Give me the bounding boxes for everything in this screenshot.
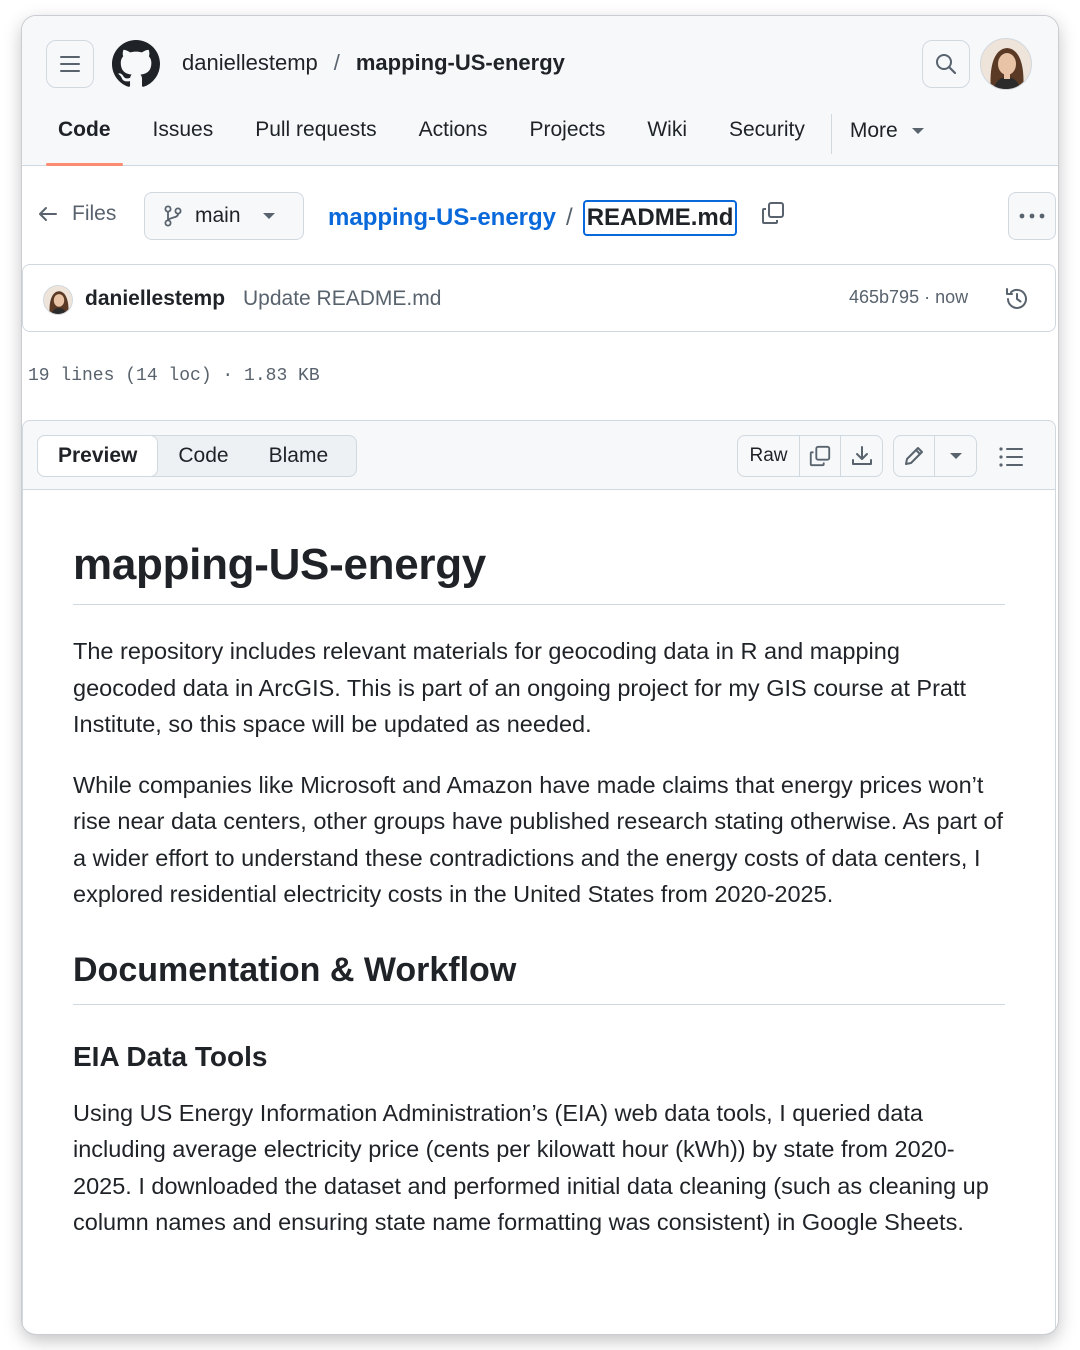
commit-message[interactable]: Update README.md <box>243 287 442 310</box>
readme-section-heading: Documentation & Workflow <box>73 951 1005 1005</box>
github-logo-icon[interactable] <box>112 40 160 88</box>
tab-projects[interactable]: Projects <box>529 118 606 141</box>
tab-security[interactable]: Security <box>729 118 805 141</box>
copy-icon <box>808 444 832 468</box>
view-switcher <box>37 435 357 477</box>
view-preview-button[interactable]: Preview <box>37 435 158 477</box>
download-icon <box>850 444 874 468</box>
kebab-horizontal-icon <box>1019 213 1045 219</box>
breadcrumb <box>182 50 565 76</box>
browser-window <box>22 16 1058 1334</box>
tab-more[interactable] <box>838 114 936 148</box>
tab-wiki[interactable]: Wiki <box>647 118 687 141</box>
user-avatar[interactable] <box>980 38 1032 90</box>
copy-raw-button[interactable] <box>800 436 841 476</box>
arrow-left-icon <box>38 206 58 222</box>
readme-content <box>22 490 1056 1334</box>
file-path <box>328 200 737 236</box>
readme-paragraph: The repository includes relevant materials for geocoding data in R and mapping geocoded data in ArcGIS. This is part of an ongoing project for my GIS course at Pratt Institute, so this space will be updated as needed. <box>73 638 967 737</box>
readme-paragraph: While companies like Microsoft and Amazon have made claims that energy prices won’t rise near data centers, other groups have published research stating otherwise. As part of a wider effort to understand these contradictions and the energy costs of data centers, I explored residential electricity costs in the United States from 2020-2025. <box>73 771 1004 907</box>
list-unordered-icon <box>998 446 1024 468</box>
repo-header <box>22 16 1058 166</box>
file-stats: 19 lines (14 loc) · 1.83 KB <box>28 366 320 386</box>
tab-code[interactable]: Code <box>46 114 123 166</box>
tab-actions[interactable]: Actions <box>418 118 488 141</box>
branch-name: main <box>195 204 241 227</box>
avatar-image-icon <box>981 39 1032 90</box>
outline-button[interactable] <box>991 437 1031 477</box>
pencil-icon <box>902 444 926 468</box>
owner-link[interactable]: daniellestemp <box>182 50 318 75</box>
copy-icon <box>760 200 786 226</box>
tab-divider <box>831 114 832 154</box>
branch-selector[interactable] <box>144 192 304 240</box>
download-raw-button[interactable] <box>841 436 882 476</box>
edit-button-group <box>893 435 977 477</box>
raw-button-group <box>737 435 883 477</box>
tab-issues[interactable]: Issues <box>152 118 214 141</box>
more-options-button[interactable] <box>1008 192 1056 240</box>
files-back-link[interactable] <box>38 202 116 226</box>
history-button[interactable] <box>1003 285 1031 318</box>
hamburger-icon <box>59 55 81 73</box>
commit-hash-time[interactable]: 465b795 · now <box>849 287 969 307</box>
readme-paragraph: Using US Energy Information Administration’s (EIA) web data tools, I queried data including average electricity price (cents per kilowatt hour (kWh)) by state from 2020-2025. I downloaded the dataset and performed initial data cleaning (such as cleaning up column names and ensuring state name formatting was consistent) in Google Sheets. <box>73 1099 989 1235</box>
menu-button[interactable] <box>46 40 94 88</box>
avatar-image-icon <box>44 286 73 315</box>
latest-commit-bar <box>22 264 1056 332</box>
raw-button[interactable]: Raw <box>738 436 800 476</box>
git-branch-icon <box>163 205 183 227</box>
path-separator: / <box>566 204 573 231</box>
search-icon <box>935 53 957 75</box>
tab-pull-requests[interactable]: Pull requests <box>255 118 377 141</box>
commit-author[interactable]: daniellestemp <box>85 287 226 310</box>
breadcrumb-separator: / <box>333 50 340 75</box>
readme-subsection-heading: EIA Data Tools <box>73 1040 268 1072</box>
repo-tabs <box>46 114 954 166</box>
path-file-name: README.md <box>583 200 738 236</box>
tab-more-label: More <box>849 119 898 142</box>
path-repo-link[interactable]: mapping-US-energy <box>328 204 557 231</box>
chevron-down-icon <box>912 128 924 134</box>
chevron-down-icon <box>263 213 275 219</box>
view-blame-button[interactable]: Blame <box>268 444 329 467</box>
history-icon <box>1003 285 1031 313</box>
edit-file-button[interactable] <box>894 436 935 476</box>
copy-path-button[interactable] <box>760 200 786 231</box>
repo-link[interactable]: mapping-US-energy <box>355 50 565 75</box>
commit-author-avatar[interactable] <box>43 285 73 315</box>
file-toolbar <box>22 420 1056 490</box>
files-label: Files <box>72 202 117 225</box>
readme-title: mapping-US-energy <box>73 540 1005 605</box>
edit-options-dropdown[interactable] <box>935 436 976 476</box>
search-button[interactable] <box>922 40 970 88</box>
chevron-down-icon <box>950 453 962 459</box>
view-code-button[interactable]: Code <box>178 444 229 467</box>
